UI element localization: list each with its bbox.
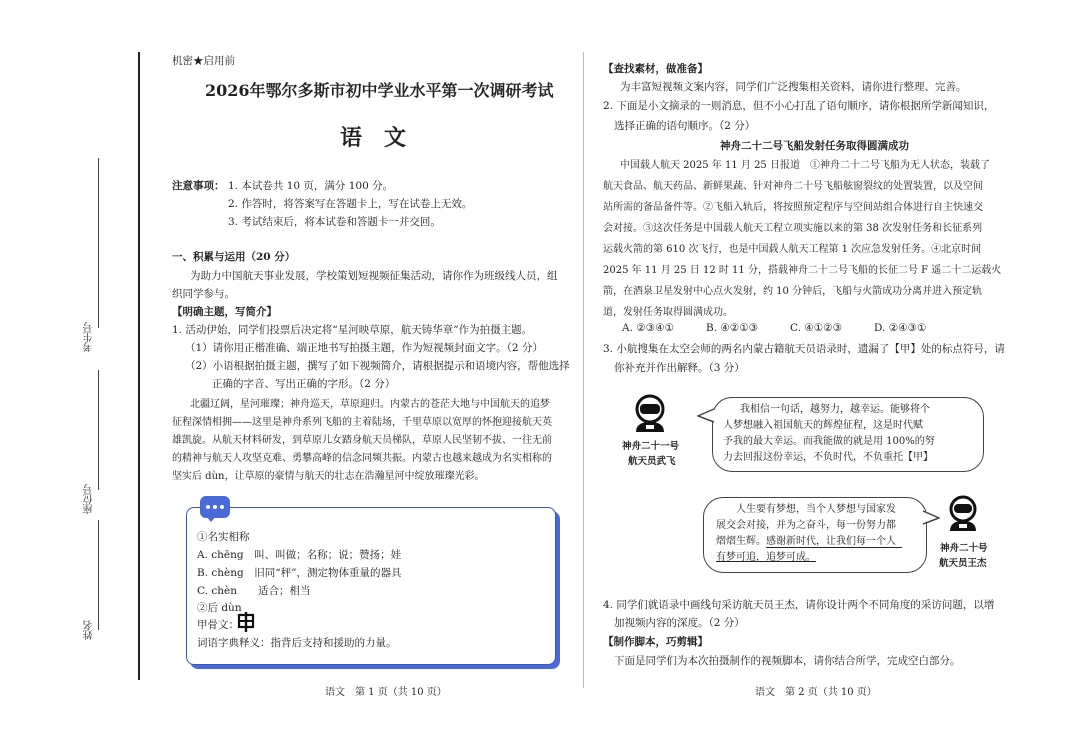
subheading-script: 【制作脚本，巧剪辑】 xyxy=(603,636,708,648)
subject-title: 语 文 xyxy=(340,125,407,151)
quote-1-line-4: 力去回报这份幸运，不负时代，不负重托【甲】 xyxy=(723,452,933,463)
question-1b-line-2: 正确的字音、写出正确的字形。（2 分） xyxy=(212,378,396,390)
option-d: D. ②④③① xyxy=(874,322,927,334)
quote-1-line-1: 我相信一句话，越努力，越幸运。能够将个 xyxy=(740,404,930,415)
astronaut-1-name-1: 神舟二十一号 xyxy=(622,441,680,452)
passage-line-5: 坚实后 dùn，让草原的豪情与航天的壮志在浩瀚星河中绽放璀璨光彩。 xyxy=(172,471,485,482)
note-2: 2. 作答时，将答案写在答题卡上，写在试卷上无效。 xyxy=(228,198,473,210)
seat-blank xyxy=(98,370,99,490)
question-3-line-2: 你补充并作出解释。（3 分） xyxy=(614,362,745,374)
question-1b-line-1: （2）小语根据拍摄主题，撰写了如下视频简介，请根据提示和语境内容，帮他选择 xyxy=(185,360,570,372)
script-line: 下面是同学们为本次拍摄制作的视频脚本，请你结合所学，完成空白部分。 xyxy=(614,655,961,667)
confidential-mark: 机密★启用前 xyxy=(172,55,235,67)
news-line-8: 道，发射任务取得圆满成功。 xyxy=(603,307,733,318)
intro-line-1: 为助力中国航天事业发展，学校策划短视频征集活动，请你作为班级线人员，组 xyxy=(190,270,558,282)
left-footer: 语文 第 1 页（共 10 页） xyxy=(325,687,447,698)
astronaut-2-name-1: 神舟二十号 xyxy=(940,543,988,554)
tip-line-6: 甲骨文： xyxy=(197,619,239,631)
name-blank xyxy=(98,520,99,630)
news-line-5: 运载火箭的第 610 次飞行，也是中国载人航天工程第 1 次应急发射任务。④北京时间 xyxy=(603,244,982,255)
oracle-bone-glyph-icon xyxy=(237,612,255,632)
intro-line-2: 织同学参与。 xyxy=(172,288,235,300)
news-line-1: 中国载人航天 2025 年 11 月 25 日报道 ①神舟二十二号飞船为无人状态，装载了 xyxy=(620,160,990,171)
section-1-heading: 一、积累与运用（20 分） xyxy=(172,251,296,263)
astronaut-1-name-2: 航天员武飞 xyxy=(628,456,676,467)
quote-2-line-4: 有梦可追，追梦可成。 xyxy=(716,552,816,563)
notes-label: 注意事项： xyxy=(172,180,225,192)
tip-line-5: ②后 dùn xyxy=(197,602,242,614)
quote-2-underline xyxy=(766,547,902,548)
material-line: 为丰富短视频文案内容，同学们广泛搜集相关资料，请你进行整理、完善。 xyxy=(620,81,967,93)
quote-1-pointer xyxy=(697,408,715,424)
tip-line-2: A. chēng 叫、叫做；名称；说；赞扬；娃 xyxy=(197,549,402,561)
astronaut-1-icon xyxy=(632,394,668,432)
astronaut-2-icon xyxy=(946,495,980,531)
tip-line-4: C. chèn 适合；相当 xyxy=(197,585,311,597)
option-c: C. ④①②③ xyxy=(790,322,842,334)
passage-line-2: 征程深情相拥——这里是神舟系列飞船的主着陆场，千里草原以宽厚的怀抱迎接航天英 xyxy=(172,417,552,428)
news-line-7: 箭，在酒泉卫星发射中心点火发射，约 10 分钟后，飞船与火箭成功分离并进入预定轨 xyxy=(603,286,983,297)
exam-title: 2026年鄂尔多斯市初中学业水平第一次调研考试 xyxy=(205,81,554,100)
quote-2-line-3: 熠熠生辉。感谢新时代，让我们每一个人 xyxy=(716,536,896,547)
question-4-line-1: 4. 同学们就语录中画线句采访航天员王杰，请你设计两个不同角度的采访问题，以增 xyxy=(603,599,995,611)
question-2-line-1: 2. 下面是小文摘录的一则消息，但不小心打乱了语句顺序，请你根据所学新闻知识， xyxy=(603,100,995,112)
quote-1-line-3: 予我的最大幸运。而我能做的就是用 100%的努 xyxy=(723,436,935,447)
exam-no-label: 考生号 xyxy=(84,322,95,352)
news-line-2: 航天食品、航天药品、新鲜果蔬、针对神舟二十号飞船舷窗裂纹的处置装置，以及空间 xyxy=(603,181,983,192)
quote-2-line-1: 人生要有梦想，当个人梦想与国家发 xyxy=(736,504,896,515)
subheading-theme: 【明确主题，写简介】 xyxy=(172,306,277,318)
chat-bubble-icon xyxy=(200,496,230,518)
subheading-material: 【查找素材，做准备】 xyxy=(603,63,708,75)
passage-line-4: 的精神与航天人攻坚克难、勇攀高峰的信念同频共振。内蒙古也越来越成为名实相称的 xyxy=(172,453,552,464)
news-title: 神舟二十二号飞船发射任务取得圆满成功 xyxy=(720,140,909,152)
tip-line-3: B. chèng 旧同“秤”，测定物体重量的器具 xyxy=(197,567,402,579)
passage-line-3: 雄凯旋。从航天材料研发，到草原儿女踏身航天员梯队，草原人民坚韧不拔、一往无前 xyxy=(172,435,552,446)
page-divider xyxy=(583,52,584,688)
passage-line-1: 北疆辽阔，星河璀璨；神舟巡天，草原迎归。内蒙古的苍茫大地与中国航天的追梦 xyxy=(190,399,550,410)
question-1a: （1）请你用正楷准确、端正地书写拍摄主题，作为短视频封面文字。（2 分） xyxy=(185,342,543,354)
news-line-3: 站所需的备品备件等。②飞船入轨后，将按照预定程序与空间站组合体进行自主快速交 xyxy=(603,202,983,213)
question-4-line-2: 加视频内容的深度。（2 分） xyxy=(614,617,745,629)
quote-2-pointer xyxy=(922,510,940,526)
astronaut-2-name-2: 航天员王杰 xyxy=(939,558,987,569)
tip-line-7: 词语字典释义：指背后支持和援助的力量。 xyxy=(197,637,397,649)
news-line-4: 会对接。③这次任务是中国载人航天工程立项实施以来的第 38 次发射任务和长征系列 xyxy=(603,223,983,234)
question-2-line-2: 选择正确的语句顺序。（2 分） xyxy=(614,120,756,132)
option-a: A. ②③④① xyxy=(622,322,674,334)
quote-2-line-2: 展交会对接，并为之奋斗，每一份努力都 xyxy=(716,520,896,531)
note-3: 3. 考试结束后，将本试卷和答题卡一并交回。 xyxy=(228,216,441,228)
question-3-line-1: 3. 小航搜集在太空会师的两名内蒙古籍航天员语录时，遗漏了【甲】处的标点符号，请 xyxy=(603,343,1005,355)
question-1: 1. 活动伊始，同学们投票后决定将“星河映草原，航天铸华章”作为拍摄主题。 xyxy=(172,324,533,336)
option-b: B. ④②①③ xyxy=(706,322,759,334)
news-line-6: 2025 年 11 月 25 日 12 时 11 分，搭载神舟二十二号飞船的长征二号 F 遥二十二运载火 xyxy=(603,265,1002,276)
note-1: 1. 本试卷共 10 页，满分 100 分。 xyxy=(228,180,394,192)
exam-no-blank xyxy=(98,158,99,328)
right-footer: 语文 第 2 页（共 10 页） xyxy=(755,687,877,698)
name-label: 姓名 xyxy=(84,620,95,640)
seat-label: 座位号 xyxy=(84,484,95,514)
quote-1-line-2: 人梦想融入祖国航天的辉煌征程，这是时代赋 xyxy=(723,420,923,431)
tip-line-1: ①名实相称 xyxy=(197,531,250,543)
binding-line xyxy=(138,52,140,680)
